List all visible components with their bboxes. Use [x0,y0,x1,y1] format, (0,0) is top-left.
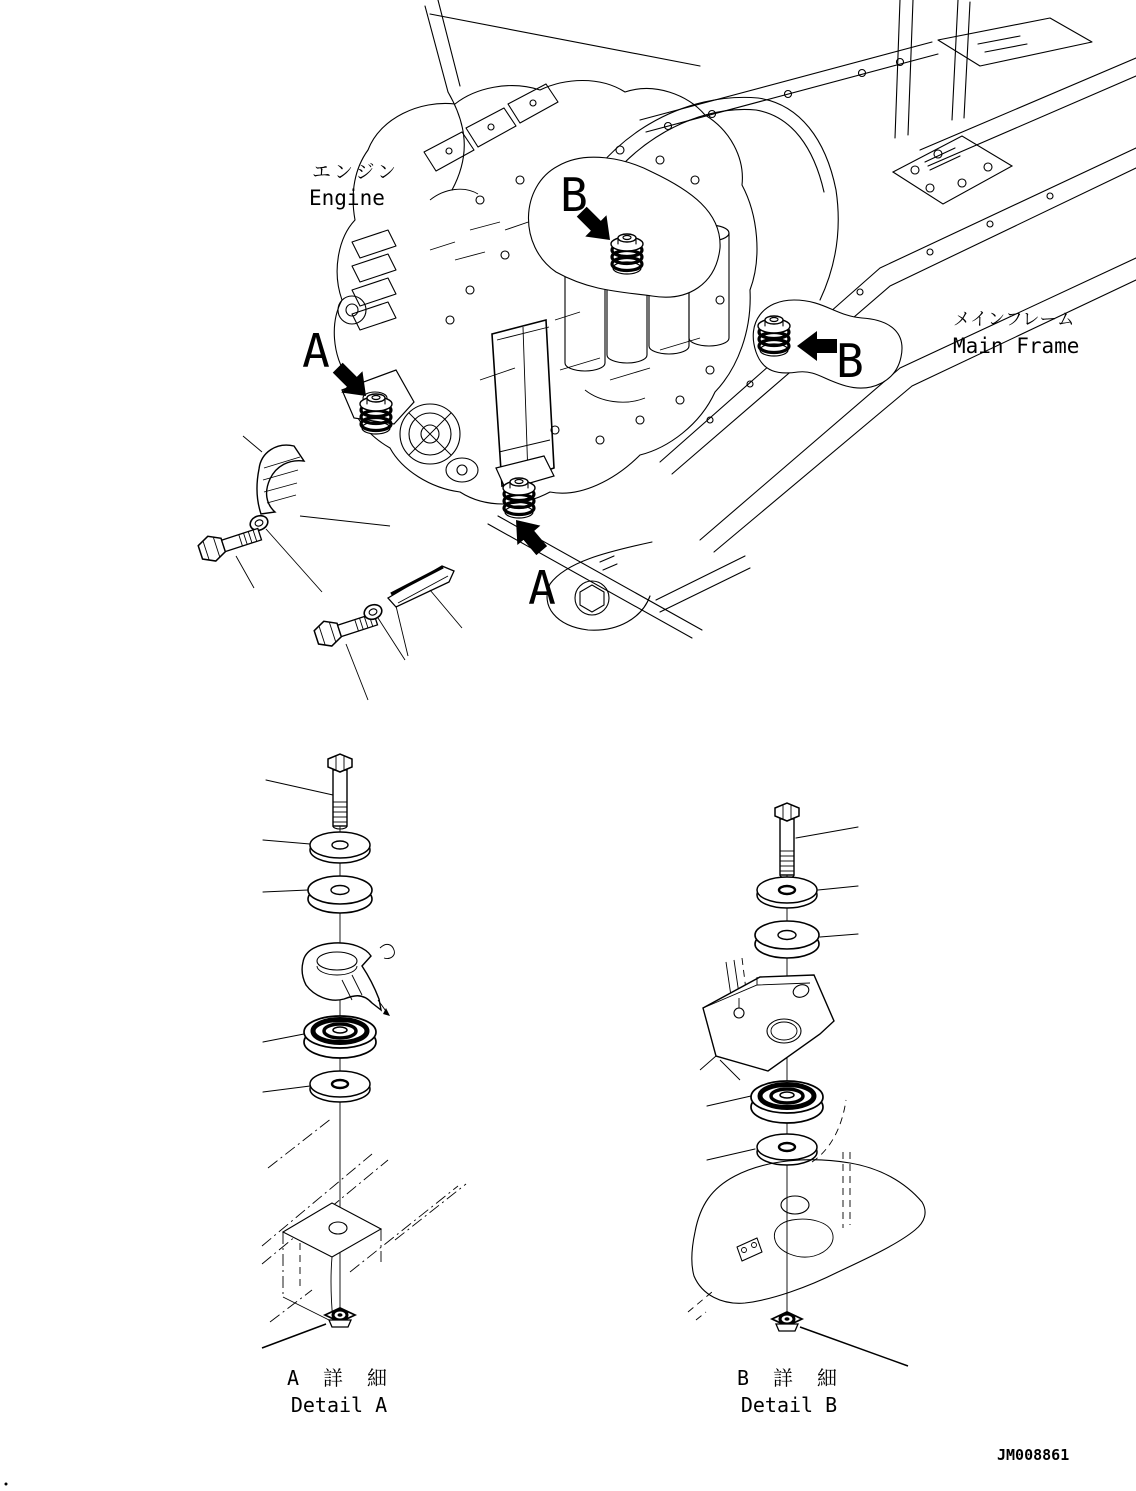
callout-b-right-letter: B [836,334,864,388]
detail-b-caption-en: Detail B [740,1393,838,1417]
callout-a-top-letter: A [302,324,330,378]
loose-hardware [196,436,462,700]
detail-b-caption-jp: B 詳 細 [736,1366,844,1390]
detail-b-washer-lower [757,1134,817,1165]
main-frame-label-jp: メインフレーム [953,310,1075,330]
detail-a-mount [304,1016,376,1058]
detail-a-bolt [328,754,352,829]
detail-a-nut-leader [262,1324,326,1348]
detail-b-washer-upper [757,877,817,908]
detail-b-nut-leader [800,1327,908,1366]
detail-a-caption-jp: A 詳 細 [286,1366,394,1390]
detail-a-caption-en: Detail A [290,1393,388,1417]
engine-mount-a-bottom [503,478,535,518]
callout-a-top [302,324,376,407]
detail-a-cushion [308,876,372,913]
callout-b-top-letter: B [560,168,588,222]
detail-b-view [688,803,925,1417]
callout-a-bottom-arrow-icon [505,510,554,560]
detail-a-washer-lower [310,1071,370,1102]
stray-dot [5,1483,8,1486]
engine-illustration [334,81,757,519]
detail-b-bolt-leader [796,827,858,838]
detail-a-bolt-leader [266,780,333,795]
callout-b-right [753,300,902,388]
detail-a-view [262,754,466,1417]
main-frame-label-en: Main Frame [953,334,1080,358]
callout-a-bottom-letter: A [528,561,556,615]
detail-a-bracket [302,943,394,1016]
detail-b-nut [772,1312,802,1331]
detail-b-mount [751,1081,823,1123]
detail-a-washer-upper [310,832,370,863]
callout-a-bottom [505,510,556,615]
detail-b-cushion [755,921,819,958]
detail-a-frame [262,1118,466,1322]
engine-label-jp: エンジン [312,161,400,183]
engine-label-en: Engine [309,186,385,210]
detail-b-bolt [775,803,799,878]
detail-b-bracket [700,958,834,1080]
drawing-number: JM008861 [997,1446,1070,1464]
wedge-plate [388,566,454,607]
detail-a-nut [325,1308,355,1327]
detail-b-frame [688,1160,925,1320]
